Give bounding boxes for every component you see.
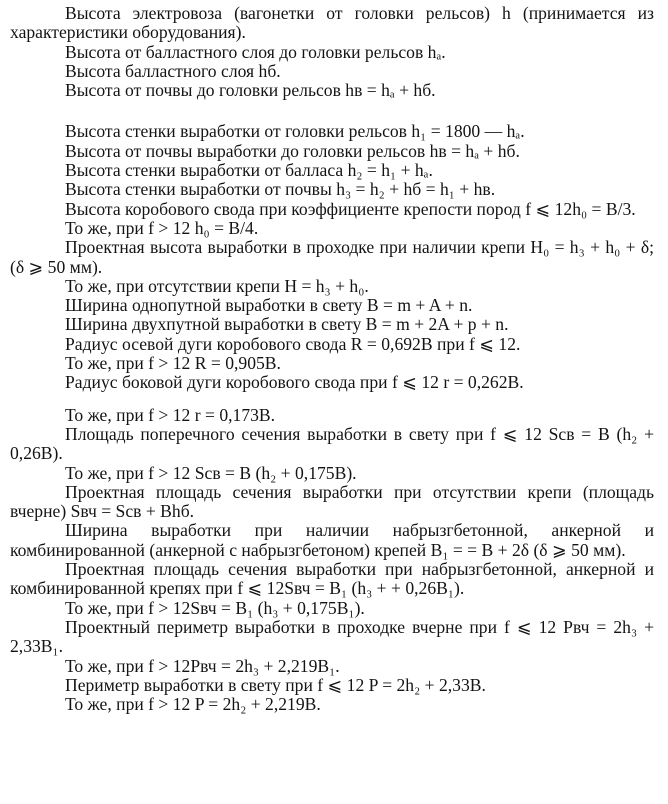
paragraph-clear-perimeter-f-gt-12: То же, при f > 12 P = 2h₂ + 2,219B.	[65, 694, 321, 715]
paragraph-locomotive-height: Высота электровоза (вагонетки от головки рельсов) h (принимается из характеристики оборудования).	[10, 3, 654, 43]
paragraph-clear-perimeter: Периметр выработки в свету при f ⩽ 12 P = 2h₂ + 2,33B.	[65, 674, 486, 695]
paragraph-axial-arc-radius: Радиус осевой дуги коробового свода R = 0,692B при f ⩽ 12.	[65, 333, 521, 354]
paragraph-design-area-shotcrete-f-gt-12: То же, при f > 12Sвч = B₁ (h₃ + 0,175B₁).	[65, 597, 365, 618]
paragraph-wall-height-from-rail: Высота стенки выработки от головки рельсов h₁ = 1800 — hₐ.	[65, 121, 525, 142]
paragraph-side-arc-radius: Радиус боковой дуги коробового свода при f ⩽ 12 r = 0,262B.	[65, 372, 524, 393]
paragraph-design-height-with-support: Проектная высота выработки в проходке при наличии крепи H₀ = h₃ + h₀ + δ; (δ ⩾ 50 мм).	[10, 237, 654, 277]
paragraph-single-track-width: Ширина однопутной выработки в свету B = m + A + n.	[65, 295, 473, 316]
paragraph-wall-height-from-floor: Высота стенки выработки от почвы h₃ = h₂ + hб = h₁ + hв.	[65, 179, 496, 200]
paragraph-arch-height-f-gt-12: То же, при f > 12 h₀ = B/4.	[65, 217, 259, 238]
paragraph-width-shotcrete-support: Ширина выработки при наличии набрызгбетонной, анкерной и комбинированной (анкерной с набрызгбетоном) крепей B₁ = = B + 2δ (δ ⩾ 50 мм).	[10, 520, 654, 560]
paragraph-side-arc-radius-f-gt-12: То же, при f > 12 r = 0,173B.	[65, 404, 276, 425]
paragraph-cross-section-area-f-gt-12: То же, при f > 12 Sсв = B (h₂ + 0,175B).	[65, 462, 357, 483]
paragraph-axial-arc-radius-f-gt-12: То же, при f > 12 R = 0,905B.	[65, 353, 281, 374]
paragraph-design-perimeter-f-gt-12: То же, при f > 12Pвч = 2h₃ + 2,219B₁.	[65, 655, 340, 676]
paragraph-floor-to-rail-height: Высота от почвы до головки рельсов hв = hₐ + hб.	[65, 80, 436, 101]
paragraph-double-track-width: Ширина двухпутной выработки в свету B = m + 2A + p + n.	[65, 314, 509, 335]
paragraph-arch-height: Высота коробового свода при коэффициенте крепости пород f ⩽ 12h₀ = B/3.	[65, 198, 636, 219]
paragraph-design-perimeter: Проектный периметр выработки в проходке вчерне при f ⩽ 12 Pвч = 2h₃ + 2,33B₁.	[10, 616, 654, 657]
paragraph-ballast-to-rail-height: Высота от балластного слоя до головки рельсов hₐ.	[65, 41, 446, 62]
paragraph-wall-height-from-ballast: Высота стенки выработки от балласа h₂ = h₁ + hₐ.	[65, 160, 433, 181]
paragraph-cross-section-area: Площадь поперечного сечения выработки в свету при f ⩽ 12 Sсв = B (h₂ + 0,26B).	[10, 423, 654, 464]
paragraph-ballast-layer-height: Высота балластного слоя hб.	[65, 60, 281, 81]
paragraph-design-height-no-support: То же, при отсутствии крепи H = h₃ + h₀.	[65, 275, 369, 296]
paragraph-design-area-no-support: Проектная площадь сечения выработки при отсутствии крепи (площадь вчерне) Sвч = Sсв + Bhб.	[10, 481, 654, 522]
paragraph-design-area-shotcrete: Проектная площадь сечения выработки при набрызгбетонной, анкерной и комбинированной крепях при f ⩽ 12Sвч = B₁ (h₃ + + 0,26B₁).	[10, 559, 654, 599]
paragraph-floor-to-rail-height-2: Высота от почвы выработки до головки рельсов hв = hₐ + hб.	[65, 140, 520, 161]
